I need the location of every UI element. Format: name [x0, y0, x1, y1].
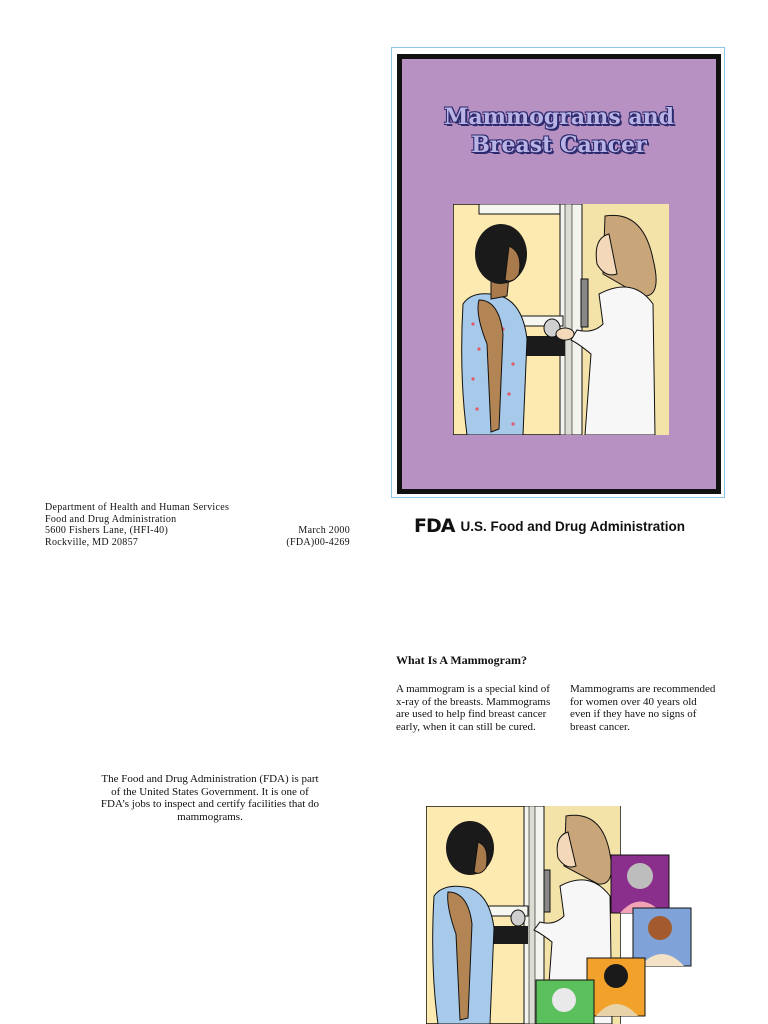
fda-logo: FDA	[414, 515, 455, 537]
address-line3: 5600 Fishers Lane, (HFI-40)	[45, 525, 169, 536]
cover-title	[402, 103, 716, 159]
fda-name: U.S. Food and Drug Administration	[460, 518, 685, 534]
mammogram-illustration	[453, 204, 669, 435]
publication-number: (FDA)00-4269	[286, 536, 350, 548]
fda-about-text: The Food and Drug Administration (FDA) is part of the United States Government. It is one of FDA’s jobs to inspect and certify facilities that do mammograms.	[100, 773, 320, 823]
section-heading: What Is A Mammogram?	[396, 653, 527, 667]
mammogram-description: A mammogram is a special kind of x-ray of the breasts. Mammograms are used to help find breast cancer early, when it can still be cured.	[396, 683, 551, 733]
address-line4: Rockville, MD 20857	[45, 536, 139, 548]
mammogram-recommendation: Mammograms are recommended for women over 40 years old even if they have no signs of breast cancer.	[570, 683, 716, 733]
publisher-address	[45, 502, 350, 548]
cover-title-line2: Breast Cancer	[471, 132, 647, 158]
mammogram-illustration-with-portraits	[426, 806, 692, 1024]
cover-title-line1: Mammograms and	[443, 104, 675, 130]
fda-brand	[414, 515, 685, 537]
address-line2: Food and Drug Administration	[45, 513, 177, 525]
publication-date: March 2000	[298, 525, 350, 536]
address-line1: Department of Health and Human Services	[45, 502, 230, 513]
cover	[397, 54, 721, 494]
